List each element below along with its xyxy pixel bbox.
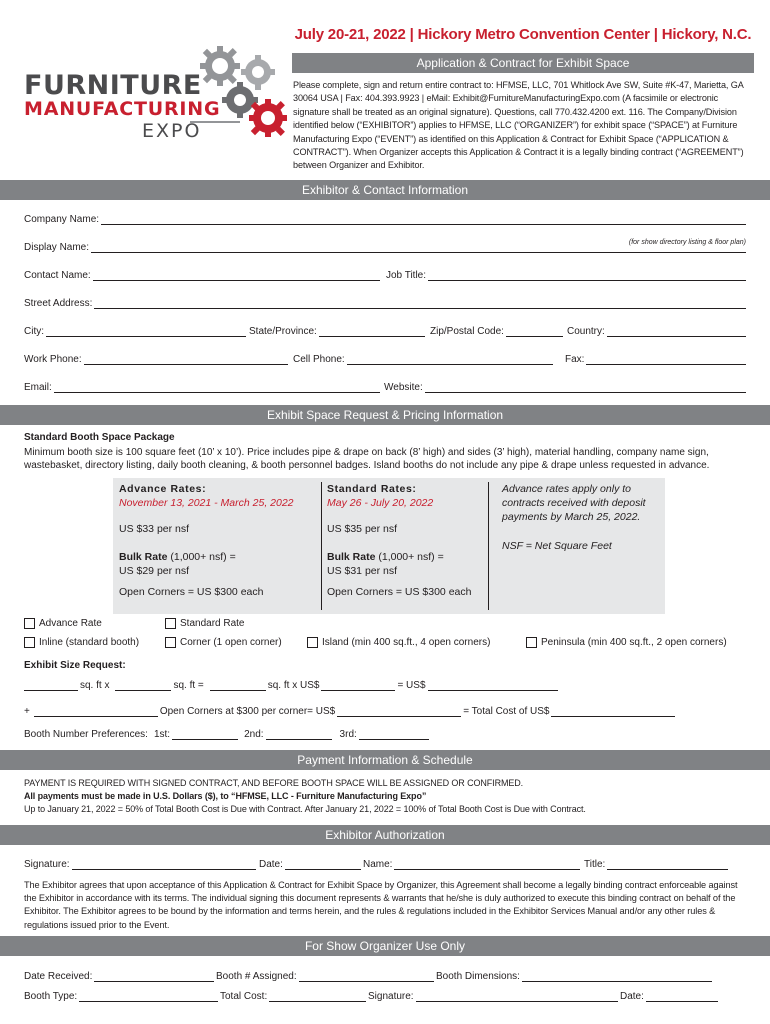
sqft-equals-label: sq. ft = [173, 680, 204, 691]
logo-word-furniture: FURNITURE [24, 70, 202, 101]
size-calculation-row [24, 680, 560, 691]
exhibit-size-request-label: Exhibit Size Request: [24, 660, 126, 671]
cell-phone-label: Cell Phone: [293, 354, 345, 365]
city-field[interactable] [24, 324, 246, 337]
authorization-bar: Exhibitor Authorization [0, 825, 770, 845]
plus-label: + [24, 706, 30, 717]
date-received-field[interactable] [24, 969, 214, 982]
standard-bulk-rate-label: Bulk Rate [327, 551, 376, 563]
corner-booth-option-label: Corner (1 open corner) [180, 637, 282, 648]
advance-rates-heading: Advance Rates: [119, 483, 207, 495]
total-sqft-input[interactable] [210, 681, 266, 691]
website-label: Website: [384, 382, 423, 393]
country-field[interactable] [567, 324, 746, 337]
peninsula-booth-checkbox[interactable] [526, 637, 727, 648]
gears-icon [190, 42, 300, 142]
second-choice-input[interactable] [266, 730, 332, 740]
email-label: Email: [24, 382, 52, 393]
advance-bulk-rate-line [119, 550, 294, 564]
third-choice-input[interactable] [359, 730, 429, 740]
third-choice-label: 3rd: [339, 729, 357, 740]
package-title: Standard Booth Space Package [24, 432, 175, 443]
exhibitor-bar: Exhibitor & Contact Information [0, 180, 770, 200]
work-phone-field[interactable] [24, 352, 288, 365]
depth-input[interactable] [115, 681, 171, 691]
inline-booth-option-label: Inline (standard booth) [39, 637, 140, 648]
organizer-date-label: Date: [620, 991, 644, 1002]
organizer-total-cost-field[interactable] [220, 989, 366, 1002]
standard-open-corners: Open Corners = US $300 each [327, 586, 472, 598]
open-corners-label: Open Corners at $300 per corner= US$ [159, 706, 336, 717]
email-field[interactable] [24, 380, 380, 393]
fax-label: Fax: [565, 354, 585, 365]
zip-field[interactable] [430, 324, 563, 337]
advance-rate-note: Advance rates apply only to contracts received with deposit payments by March 25, 2022. [502, 483, 646, 523]
authorization-terms: The Exhibitor agrees that upon acceptance of this Application & Contract for Exhibit Space by Organizer, this Agreement shall become a legally binding contract enforceable against the Exhibitor in accordance with its terms. The individual signing this document represents & warrants that he/she is duly authorized to execute this binding contract on behalf of the Exhibitor. The Exhibitor agrees to be bound by the information and terms herein, and the rules & regulations included in the Exhibitor Services Manual and/or any other rules & regulations issued prior to the Event. [24, 880, 738, 930]
organizer-total-cost-label: Total Cost: [220, 991, 268, 1002]
rate-divider [488, 482, 489, 610]
exhibitor-title-field[interactable] [584, 857, 728, 870]
expo-logo [20, 42, 300, 154]
checkbox-box[interactable] [307, 637, 318, 648]
subtotal-input[interactable] [428, 681, 558, 691]
standard-rates-dates: May 26 - July 20, 2022 [327, 497, 434, 509]
booth-preferences-label: Booth Number Preferences: [24, 729, 148, 740]
display-name-field[interactable] [24, 240, 746, 253]
checkbox-box[interactable] [24, 618, 35, 629]
open-corners-cost-input[interactable] [337, 707, 461, 717]
city-label: City: [24, 326, 44, 337]
payment-currency-note: All payments must be made in U.S. Dollars ($), to “HFMSE, LLC - Furniture Manufacturing Expo” [24, 791, 427, 801]
company-name-label: Company Name: [24, 214, 100, 225]
organizer-signature-field[interactable] [368, 989, 618, 1002]
advance-bulk-rate-label: Bulk Rate [119, 551, 168, 563]
island-booth-option-label: Island (min 400 sq.ft., 4 open corners) [322, 637, 491, 648]
booth-type-label: Booth Type: [24, 991, 78, 1002]
inline-booth-checkbox[interactable] [24, 637, 139, 648]
organizer-use-bar: For Show Organizer Use Only [0, 936, 770, 956]
checkbox-box[interactable] [526, 637, 537, 648]
checkbox-box[interactable] [24, 637, 35, 648]
exhibitor-date-field[interactable] [259, 857, 361, 870]
booth-dimensions-label: Booth Dimensions: [436, 971, 520, 982]
corner-booth-checkbox[interactable] [165, 637, 282, 648]
payment-requirement: PAYMENT IS REQUIRED WITH SIGNED CONTRACT, AND BEFORE BOOTH SPACE WILL BE ASSIGNED OR CONFIRMED. [24, 778, 524, 788]
standard-rate-checkbox[interactable] [165, 618, 245, 629]
payment-schedule: Up to January 21, 2022 = 50% of Total Booth Cost is Due with Contract. After January 21, 2022 = 100% of Total Booth Cost is Due with Contract. [24, 804, 586, 814]
width-input[interactable] [24, 681, 78, 691]
company-name-field[interactable] [24, 212, 746, 225]
standard-bulk-rate-condition: (1,000+ nsf) = [375, 551, 444, 563]
booth-assigned-field[interactable] [216, 969, 434, 982]
street-address-field[interactable] [24, 296, 746, 309]
organizer-signature-label: Signature: [368, 991, 414, 1002]
booth-dimensions-field[interactable] [436, 969, 712, 982]
sqft-times-label: sq. ft x [80, 680, 110, 691]
rate-divider [321, 482, 322, 610]
checkbox-box[interactable] [165, 618, 176, 629]
total-cost-input[interactable] [551, 707, 675, 717]
application-bar: Application & Contract for Exhibit Space [292, 53, 754, 73]
standard-rates-heading: Standard Rates: [327, 483, 417, 495]
zip-label: Zip/Postal Code: [430, 326, 504, 337]
advance-open-corners: Open Corners = US $300 each [119, 586, 264, 598]
advance-rate-option-label: Advance Rate [39, 618, 102, 629]
logo-word-expo: EXPO [142, 120, 202, 142]
contact-name-field[interactable] [24, 268, 380, 281]
corners-calculation-row [24, 706, 677, 717]
payment-bar: Payment Information & Schedule [0, 750, 770, 770]
standard-rate-value: US $35 per nsf [327, 523, 398, 535]
state-label: State/Province: [249, 326, 317, 337]
work-phone-label: Work Phone: [24, 354, 82, 365]
peninsula-booth-option-label: Peninsula (min 400 sq.ft., 2 open corners) [541, 637, 727, 648]
advance-rates-column [119, 482, 294, 599]
organizer-date-field[interactable] [620, 989, 718, 1002]
advance-rates-dates: November 13, 2021 - March 25, 2022 [119, 497, 294, 509]
job-title-field[interactable] [386, 268, 746, 281]
state-field[interactable] [249, 324, 425, 337]
advance-bulk-rate-value: US $29 per nsf [119, 565, 190, 577]
advance-rate-checkbox[interactable] [24, 618, 102, 629]
rate-input[interactable] [321, 681, 395, 691]
standard-rates-column [327, 482, 471, 599]
booth-preferences-row [24, 729, 431, 740]
package-description: Minimum booth size is 100 square feet (10’ x 10’). Price includes pipe & drape on back (8’ high) and sides (3’ high), material handling, company name sign, wastebasket, directory listing, daily booth cleaning, & booth personnel badges. Island booths do not include any pipe & drape unless requested in advance. [24, 447, 710, 471]
total-cost-label: = Total Cost of US$ [463, 706, 550, 717]
equals-us-label: = US$ [397, 680, 426, 691]
checkbox-box[interactable] [165, 637, 176, 648]
title-label: Title: [584, 859, 606, 870]
display-name-note: (for show directory listing & floor plan) [628, 239, 746, 246]
standard-bulk-rate-line [327, 550, 471, 564]
second-choice-label: 2nd: [244, 729, 264, 740]
booth-assigned-label: Booth # Assigned: [216, 971, 297, 982]
rate-table [113, 478, 665, 614]
first-choice-label: 1st: [153, 729, 171, 740]
booth-type-field[interactable] [24, 989, 218, 1002]
pricing-bar: Exhibit Space Request & Pricing Information [0, 405, 770, 425]
contact-name-label: Contact Name: [24, 270, 91, 281]
name-label: Name: [363, 859, 393, 870]
website-field[interactable] [384, 380, 746, 393]
street-address-label: Street Address: [24, 298, 93, 309]
intro-paragraph: Please complete, sign and return entire contract to: HFMSE, LLC, 701 Whitlock Ave SW, Suite #K-47, Marietta, GA 30064 USA | Fax: 404.393.9923 | eMail: Exhibit@FurnitureManufacturingExpo.com (A facsimile or electronic signature shall be treated as an original signature). Questions, call 770.432.4200 ext. 116. The Company/Division identified below (“EXHIBITOR”) applies to HFMSE, LLC (“ORGANIZER”) for exhibit space (“SPACE”) at Furniture Manufacturing Expo (“EVENT”) as identified on this Application & Contract for Exhibit Space (“APPLICATION & CONTRACT”). When Organizer accepts this Application & Contract it is a legally binding contract (“AGREEMENT”) between Organizer and Exhibitor. [293, 80, 744, 171]
job-title-label: Job Title: [386, 270, 427, 281]
nsf-note: NSF = Net Square Feet [502, 540, 612, 552]
event-headline: July 20-21, 2022 | Hickory Metro Convention Center | Hickory, N.C. [294, 26, 752, 43]
display-name-label: Display Name: [24, 242, 90, 253]
fax-field[interactable] [565, 352, 746, 365]
open-corners-count-input[interactable] [34, 707, 158, 717]
country-label: Country: [567, 326, 605, 337]
logo-word-manufacturing: MANUFACTURING [24, 98, 221, 120]
date-received-label: Date Received: [24, 971, 93, 982]
advance-bulk-rate-condition: (1,000+ nsf) = [167, 551, 236, 563]
first-choice-input[interactable] [172, 730, 238, 740]
advance-rate-value: US $33 per nsf [119, 523, 190, 535]
standard-bulk-rate-value: US $31 per nsf [327, 565, 398, 577]
cell-phone-field[interactable] [293, 352, 553, 365]
date-label: Date: [259, 859, 283, 870]
exhibitor-name-field[interactable] [363, 857, 580, 870]
sqft-times-rate-label: sq. ft x US$ [267, 680, 320, 691]
exhibitor-signature-field[interactable] [24, 857, 256, 870]
standard-rate-option-label: Standard Rate [180, 618, 245, 629]
signature-label: Signature: [24, 859, 70, 870]
island-booth-checkbox[interactable] [307, 637, 490, 648]
